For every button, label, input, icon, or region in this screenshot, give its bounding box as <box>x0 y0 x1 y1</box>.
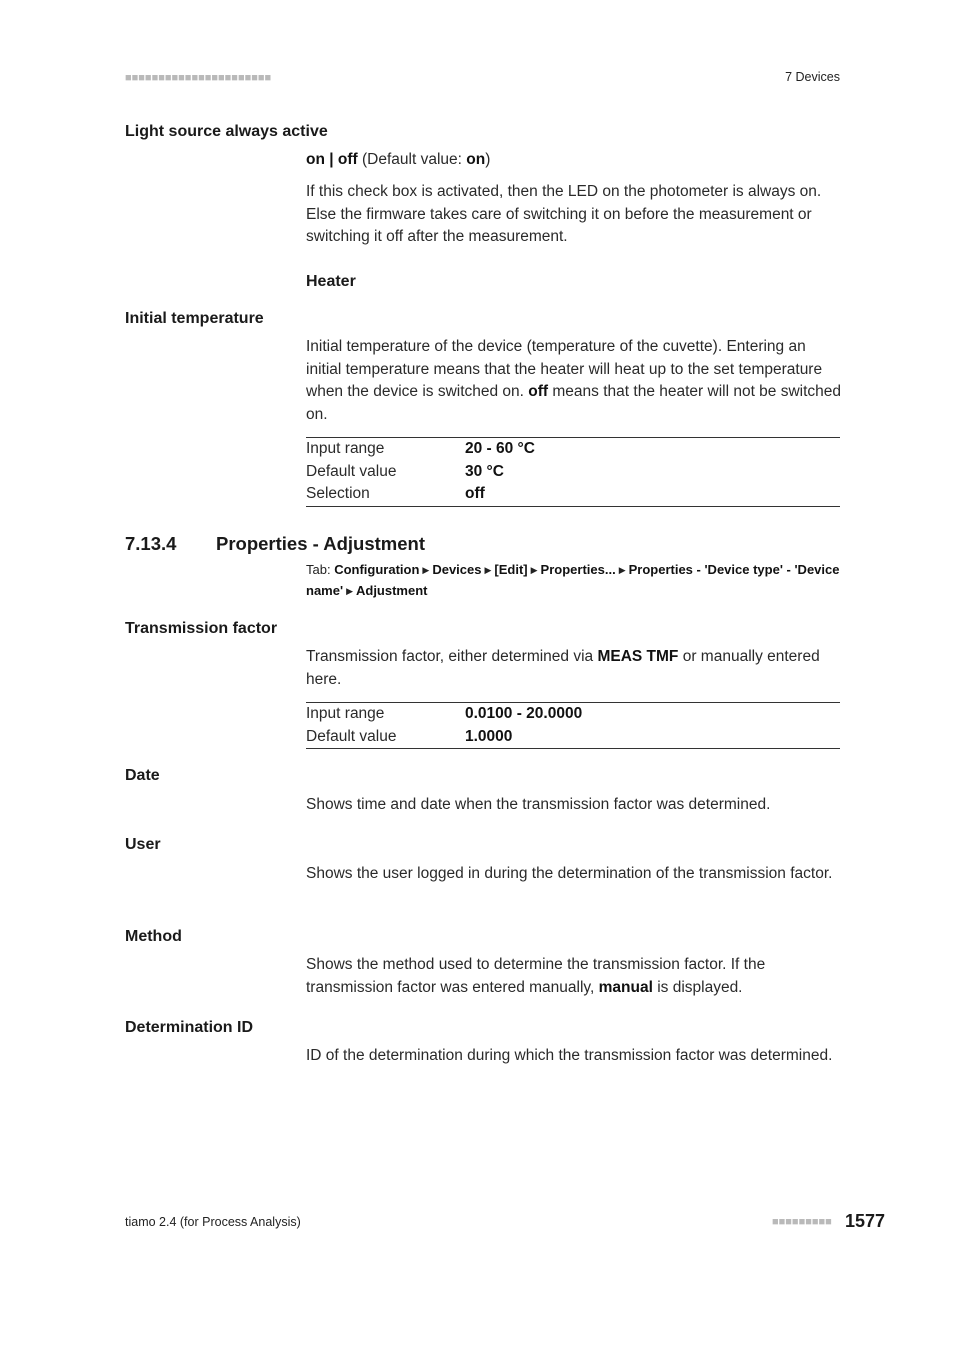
date-description: Shows time and date when the transmission factor was determined. <box>306 796 771 813</box>
path-item: Adjustment <box>355 583 428 598</box>
value-off: off <box>337 151 358 168</box>
method-description <box>306 954 842 999</box>
light-source-values <box>306 149 842 172</box>
light-source-description: If this check box is activated, then the LED on the photometer is always on. Else the firmware takes care of switching it on before the measurement or switching it off after the measurement. <box>306 183 822 245</box>
table-value: 20 - 60 °C <box>465 440 535 457</box>
chapter-title: 7 Devices <box>785 70 840 84</box>
term-method: Method <box>125 928 182 945</box>
path-item: Devices <box>432 562 482 577</box>
desc-bold: manual <box>598 978 653 996</box>
table-value: 1.0000 <box>465 727 513 745</box>
table-row <box>306 483 840 506</box>
initial-temperature-table <box>306 437 840 507</box>
term-user: User <box>125 836 161 853</box>
table-value: 0.0100 - 20.0000 <box>465 705 583 722</box>
term-initial-temperature: Initial temperature <box>125 310 264 327</box>
default-prefix: (Default value: <box>357 151 467 168</box>
path-item: Properties... <box>540 562 616 577</box>
table-row <box>306 726 840 749</box>
triangle-right-icon: ▶ <box>422 565 430 575</box>
default-suffix: ) <box>485 151 491 168</box>
section-number: 7.13.4 <box>125 533 177 554</box>
table-value: off <box>465 485 485 502</box>
desc-text: Shows the method used to determine the transmission factor. If the transmission factor was entered manually, <box>306 956 766 996</box>
desc-text: is displayed. <box>652 978 743 996</box>
subheading-heater: Heater <box>306 273 356 290</box>
default-value: on <box>466 151 486 168</box>
footer-product: tiamo 2.4 (for Process Analysis) <box>125 1215 301 1229</box>
triangle-right-icon: ▶ <box>484 565 492 575</box>
tab-navigation-path <box>306 560 846 602</box>
path-item: Properties - 'Device type' - 'Device name' <box>306 562 840 598</box>
page-number: 1577 <box>845 1211 886 1231</box>
header-decoration: ■■■■■■■■■■■■■■■■■■■■■■ <box>125 72 272 84</box>
triangle-right-icon: ▶ <box>346 586 353 596</box>
path-item: Configuration <box>334 562 420 577</box>
desc-text: means that the heater will not be switched on. <box>306 383 842 423</box>
desc-bold: MEAS TMF <box>597 648 679 665</box>
desc-text: or manually entered here. <box>306 648 820 688</box>
transmission-factor-description <box>306 646 842 691</box>
table-key: Input range <box>306 705 385 722</box>
table-key: Input range <box>306 440 385 457</box>
determination-id-description: ID of the determination during which the transmission factor was determined. <box>306 1047 833 1064</box>
footer-decoration: ■■■■■■■■■ <box>772 1216 832 1228</box>
path-item: [Edit] <box>494 562 528 577</box>
desc-bold: off <box>528 383 549 400</box>
value-separator: | <box>324 151 338 168</box>
desc-text: Initial temperature of the device (temperature of the cuvette). Entering an initial temperature means that the heater will heat up to the set temperature when the device is switched on. <box>306 338 823 400</box>
section-title: Properties - Adjustment <box>216 533 426 554</box>
term-light-source: Light source always active <box>125 123 328 140</box>
term-date: Date <box>125 767 160 784</box>
term-determination-id: Determination ID <box>125 1019 254 1036</box>
user-description: Shows the user logged in during the determination of the transmission factor. <box>306 865 833 882</box>
table-row <box>306 703 840 726</box>
table-row <box>306 438 840 461</box>
table-row <box>306 461 840 484</box>
table-key: Selection <box>306 485 370 502</box>
value-on: on <box>306 151 325 168</box>
table-key: Default value <box>306 727 397 745</box>
term-transmission-factor: Transmission factor <box>125 620 278 637</box>
triangle-right-icon: ▶ <box>530 565 538 575</box>
table-value: 30 °C <box>465 462 504 480</box>
transmission-factor-table <box>306 702 840 749</box>
initial-temperature-description <box>306 336 842 426</box>
table-key: Default value <box>306 462 397 480</box>
tab-prefix: Tab: <box>306 562 335 577</box>
triangle-right-icon: ▶ <box>618 565 626 575</box>
desc-text: Transmission factor, either determined via <box>306 648 598 665</box>
